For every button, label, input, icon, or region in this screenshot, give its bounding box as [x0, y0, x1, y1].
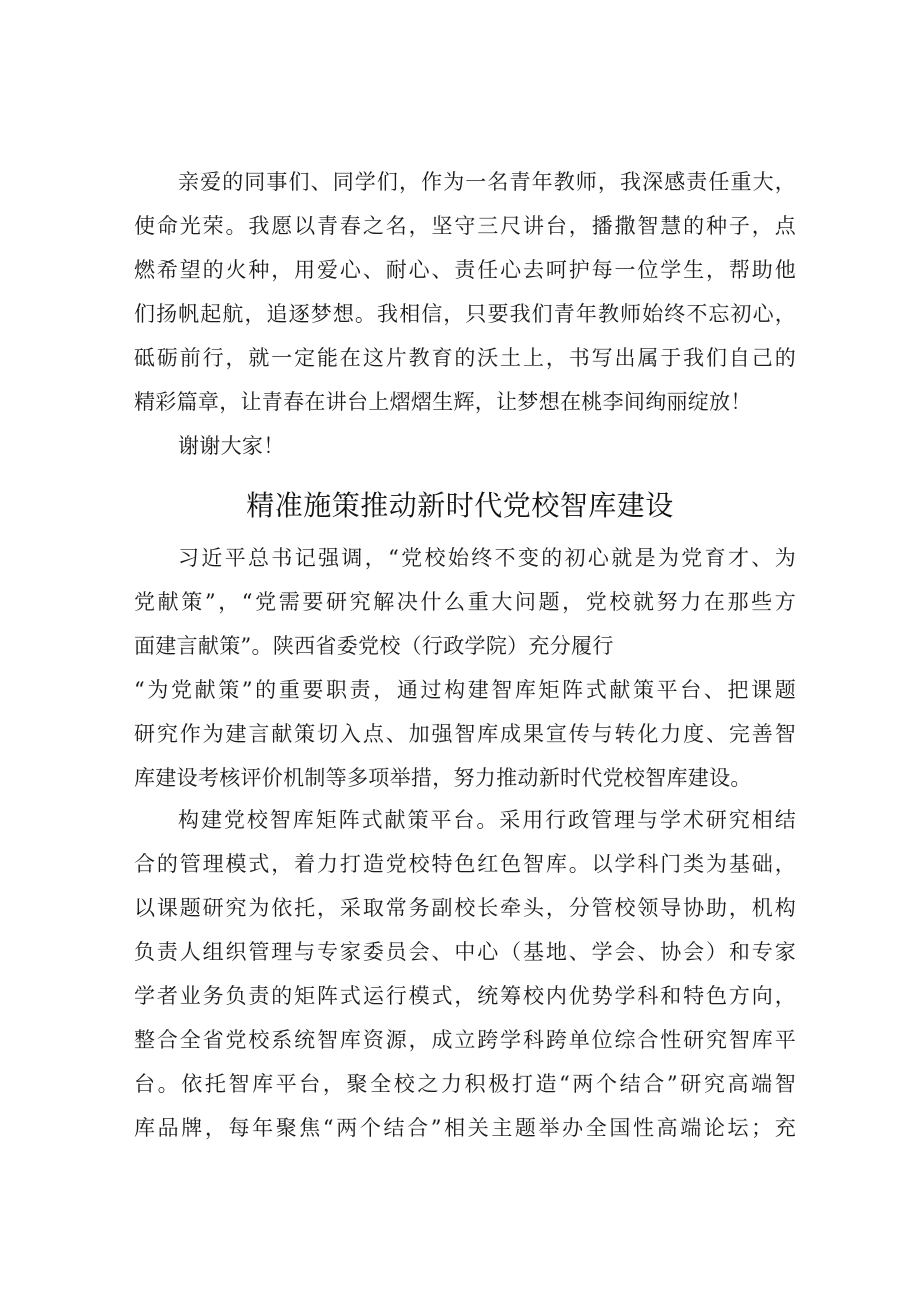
text-line: 台。依托智库平台，聚全校之力积极打造“两个结合”研究高端智: [134, 1072, 796, 1096]
text-line: 构建党校智库矩阵式献策平台。采用行政管理与学术研究相结: [178, 808, 796, 832]
text-line: 习近平总书记强调，“党校始终不变的初心就是为党育才、为: [178, 546, 796, 570]
text-line: 负责人组织管理与专家委员会、中心（基地、学会、协会）和专家: [134, 940, 796, 964]
article-paragraph-2: [134, 798, 796, 1150]
text-line: 们扬帆起航，追逐梦想。我相信，只要我们青年教师始终不忘初心，: [134, 302, 796, 326]
text-line: 研究作为建言献策切入点、加强智库成果宣传与转化力度、完善智: [134, 722, 796, 746]
text-line: 燃希望的火种，用爱心、耐心、责任心去呵护每一位学生，帮助他: [134, 258, 796, 282]
text-line: 面建言献策”。陕西省委党校（行政学院）充分履行: [134, 634, 614, 658]
text-line: 库品牌，每年聚焦“两个结合”相关主题举办全国性高端论坛；充: [134, 1116, 796, 1140]
text-line: 合的管理模式，着力打造党校特色红色智库。以学科门类为基础，: [134, 852, 796, 876]
article-title: 精准施策推动新时代党校智库建设: [246, 489, 674, 522]
text-line: 亲爱的同事们、同学们，作为一名青年教师，我深感责任重大，: [178, 170, 796, 194]
article-paragraph-1: [134, 536, 796, 800]
text-line: 以课题研究为依托，采取常务副校长牵头，分管校领导协助，机构: [134, 896, 796, 920]
speech-paragraph: [134, 160, 796, 424]
text-line: 使命光荣。我愿以青春之名，坚守三尺讲台，播撒智慧的种子，点: [134, 214, 796, 238]
text-line: 精彩篇章，让青春在讲台上熠熠生辉，让梦想在桃李间绚丽绽放！: [134, 390, 752, 414]
text-line: 学者业务负责的矩阵式运行模式，统筹校内优势学科和特色方向，: [134, 984, 796, 1008]
text-line: “为党献策”的重要职责，通过构建智库矩阵式献策平台、把课题: [134, 678, 796, 702]
thanks-line: 谢谢大家！: [178, 434, 285, 458]
text-line: 整合全省党校系统智库资源，成立跨学科跨单位综合性研究智库平: [134, 1028, 796, 1052]
text-line: 库建设考核评价机制等多项举措，努力推动新时代党校智库建设。: [134, 766, 752, 790]
text-line: 党献策”，“党需要研究解决什么重大问题，党校就努力在那些方: [134, 590, 796, 614]
speech-thanks: [134, 424, 796, 468]
text-line: 砥砺前行，就一定能在这片教育的沃土上，书写出属于我们自己的: [134, 346, 796, 370]
